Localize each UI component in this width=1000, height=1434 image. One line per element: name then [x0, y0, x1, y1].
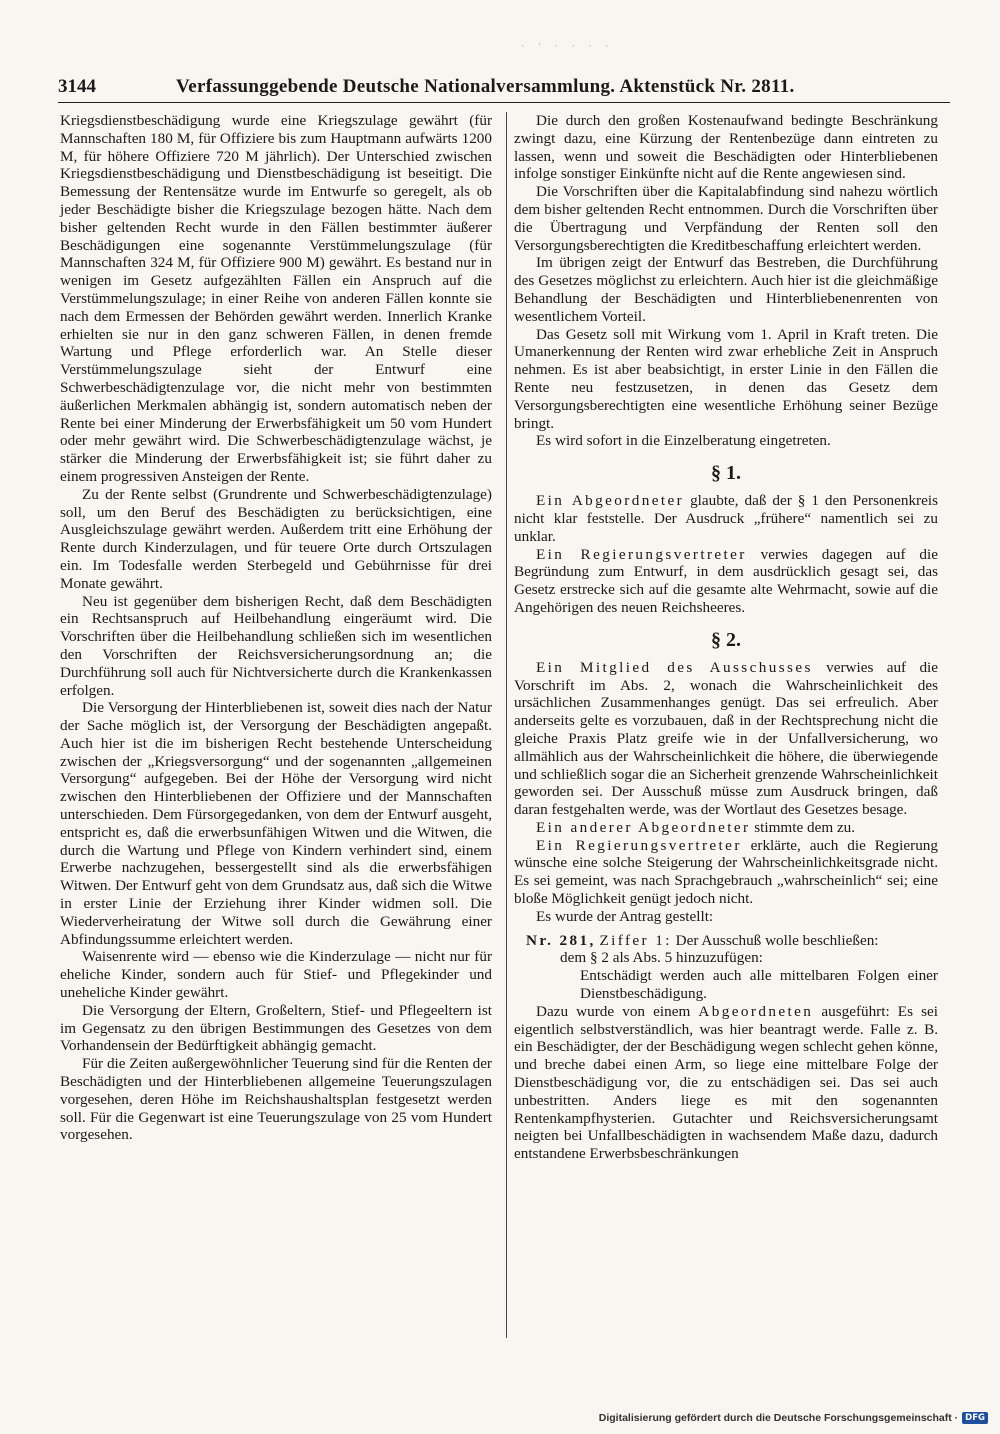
paragraph: Die durch den großen Kostenaufwand bedingte Beschränkung zwingt dazu, eine Kürzung der Rentenbezüge dann eintreten zu lassen, wenn und soweit die Beschädigten oder Hinterbliebenen infolge sonstiger Einkünfte nicht auf die Rente angewiesen sind.	[514, 112, 938, 183]
antrag-sub: dem § 2 als Abs. 5 hinzuzufügen:	[560, 949, 763, 967]
paragraph: Waisenrente wird — ebenso wie die Kinderzulage — nicht nur für eheliche Kinder, sondern auch für Stief- und Pflegekinder und uneheliche Kinder gewährt.	[60, 948, 492, 1002]
page-number: 3144	[58, 76, 96, 97]
paragraph: Die Vorschriften über die Kapitalabfindung sind nahezu wörtlich dem bisher geltenden Recht entnommen. Durch die Vorschriften über die Übertragung und Verpfändung der Renten soll den Versorgungsberechtigten die Kreditbeschaffung erleichtert werden.	[514, 183, 938, 254]
paragraph: Es wurde der Antrag gestellt:	[536, 907, 714, 925]
paragraph: Kriegsdienstbeschädigung wurde eine Kriegszulage gewährt (für Mannschaften 180 M, für Offiziere bis zum Hauptmann aufwärts 1200 M, für höhere Offiziere 720 M jährlich). Der Unterschied zwischen Kriegsdienstbeschädigung und Dienstbeschädigung ist beseitigt. Die Bemessung der Rentensätze wurde im Entwurfe so geregelt, als ob jeder Beschädigte bisher die Kriegszulage bezogen hätte. Nach dem bisher geltenden Recht wurde in den Fällen bestimmter äußerer Beschädigungen eine sogenannte Verstümmelungszulage (für Mannschaften 324 M, für Offiziere 900 M) gewährt. Es bestand nur in wenigen im Gesetz aufgezählten Fällen ein Anspruch auf die Verstümmelungszulage; in einer Reihe von anderen Fällen konnte sie nach dem Ermessen der Behörden gewährt werden. Innerlich Kranke erhielten sie nur in den ganz schweren Fällen, in denen fremde Wartung und Pflege erforderlich war. An Stelle dieser Verstümmelungszulage sieht der Entwurf eine Schwerbeschädigtenzulage vor, die nicht mehr von bestimmten äußerlichen Merkmalen abhängig ist, sondern automatisch neben der Rente bei einer Minderung der Erwerbsfähigkeit um 50 vom Hundert oder mehr gewährt wird. Die Schwerbeschädigtenzulage wächst, je stärker die Minderung der Erwerbsfähigkeit ist; sie führt daher zu einem progressiven Ansteigen der Rente.	[60, 112, 492, 485]
left-column	[60, 112, 492, 1144]
column-divider	[506, 112, 507, 1338]
paragraph-text: verwies dagegen auf die Begründung zum Entwurf, in dem ausdrücklich gesagt sei, das Gesetz erstrecke sich auf die gesamte alte Wehrmacht, sowie auf die Angehörigen des neuen Reichsheeres.	[514, 545, 938, 616]
right-column	[514, 112, 938, 1163]
speaker: Ein Regierungsvertreter	[536, 545, 747, 563]
footer	[599, 1412, 988, 1424]
paragraph: Es wird sofort in die Einzelberatung eingetreten.	[536, 432, 831, 450]
paragraph-text: verwies auf die Vorschrift im Abs. 2, wonach die Wahrscheinlichkeit des ursächlichen Zusammenhanges genügt. Das sei erfreulich. Aber anderseits gelte es vorzubauen, daß in der Rechtsprechung nicht die gleiche Praxis Platz greife wie in der Unfallversicherung, wo allmählich aus der Wahrscheinlichkeit die höhere, die überwiegende und schließlich sogar die an Sicherheit grenzende Wahrscheinlichkeit geworden sei. Der Ausschuß müsse zum Ausdruck bringen, daß daran festgehalten werde, was der Wortlaut des Gesetzes besage.	[514, 658, 938, 819]
scan-artifacts: · ' · · · ·	[520, 42, 613, 52]
page-header	[58, 76, 950, 103]
section-heading: § 1.	[711, 462, 741, 485]
paragraph-text: glaubte, daß der § 1 den Personenkreis nicht klar feststelle. Der Ausdruck „frühere“ namentlich sei zu unklar.	[514, 492, 938, 545]
paragraph-text: ausgeführt: Es sei eigentlich selbstverständlich, was hier beantragt werde. Falle z. B. ein Beschädigter, der der Beschädigung wegen schlecht gehen könne, und breche dabei einen Arm, so liege eine mittelbare Folge der Dienstbeschädigung vor, die zu entschädigen sei. Das sei auch unbestritten. Anders liege es mit den sogenannten Rentenkampfhysterien. Gutachter und Reichsversicherungsamt neigten bei Unfallbeschädigten in wachsendem Maße dazu, dadurch entstandene Erwerbsbeschränkungen	[514, 1002, 938, 1163]
paragraph: Im übrigen zeigt der Entwurf das Bestreben, die Durchführung des Gesetzes möglichst zu erleichtern. Auch hier ist die gleichmäßige Behandlung der Beschädigten und Hinterbliebenenrenten von wesentlichem Vorteil.	[514, 254, 938, 325]
footer-text: Digitalisierung gefördert durch die Deutsche Forschungsgemeinschaft ·	[598, 1412, 959, 1424]
speaker: Ein anderer Abgeordneter	[536, 818, 751, 836]
paragraph: Für die Zeiten außergewöhnlicher Teuerung sind für die Renten der Beschädigten und der Hinterbliebenen allgemeine Teuerungszulagen vorgesehen, deren Höhe im Reichshaushaltsplan festgesetzt werden soll. Für die Gegenwart ist eine Teuerungszulage von 25 vom Hundert vorgesehen.	[60, 1055, 492, 1144]
paragraph	[514, 837, 938, 908]
page-title: Verfassunggebende Deutsche Nationalversammlung. Aktenstück Nr. 2811.	[176, 76, 795, 97]
antrag-text: Der Ausschuß wolle beschließen:	[671, 931, 879, 949]
paragraph	[514, 819, 938, 837]
paragraph: Neu ist gegenüber dem bisherigen Recht, daß dem Beschädigten ein Rechtsanspruch auf Heilbehandlung eingeräumt wird. Die Vorschriften über die Heilbehandlung schließen sich im wesentlichen den Vorschriften der Reichsversicherungsordnung an; die Durchführung soll auch für Nichtversicherte durch die Krankenkassen erfolgen.	[60, 592, 492, 699]
antrag-ziffer: Ziffer 1:	[599, 931, 672, 949]
paragraph	[514, 1003, 938, 1163]
paragraph-text: Dazu wurde von einem	[536, 1002, 699, 1020]
dfg-logo: DFG	[962, 1412, 988, 1424]
paragraph-text: erklärte, auch die Regierung wünsche eine solche Steigerung der Wahrscheinlichkeitsgrade nicht. Es sei gemeint, was nach Sprachgebrauch „wahrscheinlich“ sei; eine bloße Möglichkeit genügt jedoch nicht.	[514, 836, 938, 908]
paragraph: Zu der Rente selbst (Grundrente und Schwerbeschädigtenzulage) soll, um den Beruf des Beschädigten zu berücksichtigen, eine Ausgleichszulage gewährt werden. Außerdem tritt eine Erhöhung der Rente durch Kinderzulagen, und für teuere Orte durch Ortszulagen ein. Im Todesfalle werden Sterbegeld und Gebührnisse für drei Monate gewährt.	[60, 485, 492, 592]
antrag-number: Nr. 281,	[526, 931, 596, 949]
paragraph: Die Versorgung der Eltern, Großeltern, Stief- und Pflegeeltern ist im Gegensatz zu den übrigen Bestimmungen des Gesetzes von dem Vorhandensein der Bedürftigkeit abhängig gemacht.	[60, 1001, 492, 1055]
antrag-quote: Entschädigt werden auch alle mittelbaren Folgen einer Dienstbeschädigung.	[580, 967, 938, 1003]
speaker: Ein Abgeordneter	[536, 492, 685, 510]
paragraph	[514, 546, 938, 617]
section-heading: § 2.	[711, 628, 741, 651]
speaker: Abgeordneten	[698, 1002, 814, 1020]
speaker: Ein Mitglied des Ausschusses	[536, 658, 813, 676]
antrag-line	[514, 932, 938, 950]
paragraph	[514, 492, 938, 545]
paragraph	[514, 659, 938, 819]
paragraph: Das Gesetz soll mit Wirkung vom 1. April in Kraft treten. Die Umanerkennung der Renten wird zwar erhebliche Zeit in Anspruch nehmen. Es ist aber beabsichtigt, in erster Linie in den Fällen die Rente neu festzusetzen, in denen das Gesetz dem Versorgungsberechtigten eine wesentliche Erhöhung seiner Bezüge bringt.	[514, 325, 938, 432]
paragraph: Die Versorgung der Hinterbliebenen ist, soweit dies nach der Natur der Sache möglich ist, der Versorgung der Beschädigten angepaßt. Auch hier ist die im bisherigen Recht bestehende Unterscheidung zwischen der „Kriegsversorgung“ und der sogenannten „allgemeinen Versorgung“ aufgegeben. Bei der Höhe der Versorgung wird nicht zwischen den Hinterbliebenen der Offiziere und der Mannschaften unterschieden. Dem Fürsorgegedanken, von dem der Entwurf ausgeht, entspricht es, daß die erwerbsunfähigen Witwen und die Witwen, die durch die Wartung und Pflege von Kindern verhindert sind, einem Erwerbe nachzugehen, bessergestellt sind als die erwerbsfähigen Witwen. Der Entwurf geht von dem Grundsatz aus, daß sich die Witwe in erster Linie der Erziehung ihrer Kinder widmen soll. Die Wiederverheiratung der Witwe soll durch die Gewährung einer Abfindungssumme erleichtert werden.	[60, 699, 492, 948]
speaker: Ein Regierungsvertreter	[536, 836, 742, 854]
paragraph-text: stimmte dem zu.	[750, 818, 856, 836]
